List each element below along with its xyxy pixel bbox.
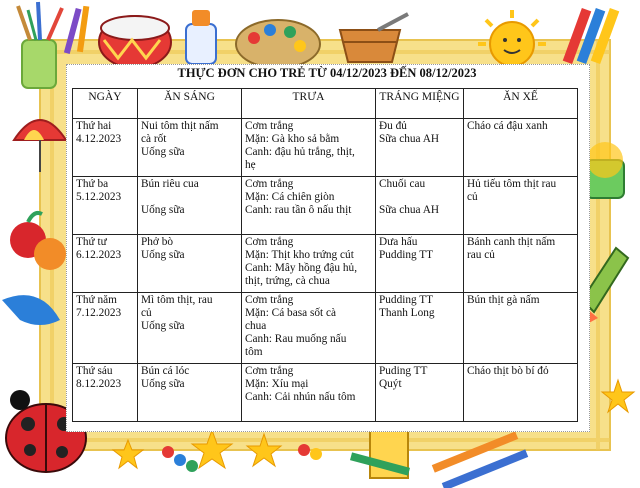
snack-line: Hủ tiếu tôm thịt rau	[467, 178, 557, 190]
lunch-line: Mặn: Xíu mại	[245, 378, 309, 390]
lunch-line: Mặn: Gà kho sả bằm	[245, 133, 340, 145]
dessert-cell	[376, 235, 464, 293]
snack-line: Cháo cá đậu xanh	[467, 120, 548, 132]
brush-cup-icon	[18, 2, 62, 88]
glue-bottle-icon	[186, 10, 216, 64]
breakfast-line: Phở bò	[141, 236, 174, 248]
lunch-cell	[242, 119, 376, 177]
breakfast-line: Uống sữa	[141, 204, 185, 216]
lunch-line: tôm	[245, 346, 263, 358]
lunch-line: Cơm trắng	[245, 294, 294, 306]
dessert-cell	[376, 177, 464, 235]
menu-table	[72, 88, 578, 422]
header-lunch: TRƯA	[242, 89, 376, 119]
cup-icon	[586, 142, 624, 198]
dessert-line: Pudding TT	[379, 249, 434, 261]
dessert-cell	[376, 293, 464, 364]
breakfast-cell	[138, 119, 242, 177]
lunch-line: Canh: Rau muống nấu	[245, 333, 347, 345]
lunch-line: Canh: Mây hồng đậu hủ,	[245, 262, 358, 274]
day-name: Thứ ba	[76, 178, 109, 190]
breakfast-line: củ	[141, 307, 152, 319]
breakfast-cell	[138, 235, 242, 293]
lunch-line: Canh: đậu hủ trắng, thịt,	[245, 146, 355, 158]
table-row	[73, 235, 578, 293]
breakfast-line: Bún riêu cua	[141, 178, 199, 190]
snack-cell	[464, 119, 578, 177]
lunch-cell	[242, 235, 376, 293]
breakfast-cell	[138, 177, 242, 235]
dessert-line: Quýt	[379, 378, 402, 390]
breakfast-line: Mì tôm thịt, rau	[141, 294, 213, 306]
header-breakfast: ĂN SÁNG	[138, 89, 242, 119]
breakfast-line: Nui tôm thịt nấm	[141, 120, 219, 132]
snack-line: rau củ	[467, 249, 495, 261]
dessert-line: Chuối cau	[379, 178, 426, 190]
dessert-line: Dưa hấu	[379, 236, 418, 248]
day-cell	[73, 119, 138, 177]
day-cell	[73, 235, 138, 293]
snack-cell	[464, 177, 578, 235]
day-name: Thứ sáu	[76, 365, 113, 377]
day-cell	[73, 364, 138, 422]
dessert-line: Sữa chua AH	[379, 133, 440, 145]
breakfast-line: Uống sữa	[141, 378, 185, 390]
lunch-cell	[242, 293, 376, 364]
lunch-line: Cơm trắng	[245, 178, 294, 190]
day-cell	[73, 177, 138, 235]
table-row	[73, 119, 578, 177]
lunch-line: Mặn: Cá chiên giòn	[245, 191, 335, 203]
dessert-cell	[376, 119, 464, 177]
day-date: 4.12.2023	[76, 133, 122, 145]
table-row	[73, 364, 578, 422]
breakfast-line: Bún cá lóc	[141, 365, 190, 377]
day-date: 6.12.2023	[76, 249, 122, 261]
paint-palette-icon	[236, 20, 320, 68]
day-cell	[73, 293, 138, 364]
breakfast-line: Uống sữa	[141, 146, 185, 158]
day-name: Thứ năm	[76, 294, 117, 306]
breakfast-line: Uống sữa	[141, 249, 185, 261]
breakfast-cell	[138, 293, 242, 364]
snack-cell	[464, 235, 578, 293]
header-snack: ĂN XẾ	[464, 89, 578, 119]
dessert-line: Pudding TT	[379, 294, 434, 306]
lunch-line: hẹ	[245, 159, 256, 171]
lunch-line: Mặn: Cá basa sốt cà	[245, 307, 336, 319]
snack-line: Bánh canh thịt nấm	[467, 236, 556, 248]
lunch-line: Canh: rau tần ô nấu thịt	[245, 204, 352, 216]
breakfast-line: cà rốt	[141, 133, 167, 145]
table-header-row	[73, 89, 578, 119]
lunch-line: Mặn: Thịt kho trứng cút	[245, 249, 354, 261]
lunch-line: chua	[245, 320, 267, 332]
header-dessert: TRÁNG MIỆNG	[376, 89, 464, 119]
day-name: Thứ tư	[76, 236, 107, 248]
day-date: 5.12.2023	[76, 191, 122, 203]
snack-line: củ	[467, 191, 478, 203]
header-date: NGÀY	[73, 89, 138, 119]
day-date: 8.12.2023	[76, 378, 122, 390]
dessert-line: Puding TT	[379, 365, 428, 377]
lunch-line: Cơm trắng	[245, 120, 294, 132]
breakfast-line	[141, 191, 238, 204]
dessert-line	[379, 191, 460, 204]
dessert-line: Đu đủ	[379, 120, 407, 132]
page-title: THỰC ĐƠN CHO TRẺ TỪ 04/12/2023 ĐẾN 08/12/2023	[177, 66, 477, 80]
dessert-line: Thanh Long	[379, 307, 435, 319]
snack-cell	[464, 364, 578, 422]
lunch-line: Cơm trắng	[245, 236, 294, 248]
lunch-line: thịt, trứng, cà chua	[245, 275, 330, 287]
table-row	[73, 177, 578, 235]
breakfast-cell	[138, 364, 242, 422]
snack-cell	[464, 293, 578, 364]
lunch-line: Canh: Cải nhún nấu tôm	[245, 391, 356, 403]
lunch-line: Cơm trắng	[245, 365, 294, 377]
lunch-cell	[242, 177, 376, 235]
dessert-line: Sữa chua AH	[379, 204, 440, 216]
snack-line: Bún thịt gà nấm	[467, 294, 540, 306]
day-name: Thứ hai	[76, 120, 112, 132]
table-row	[73, 293, 578, 364]
snack-line: Cháo thịt bò bí đỏ	[467, 365, 549, 377]
day-date: 7.12.2023	[76, 307, 122, 319]
drum-icon	[99, 16, 171, 68]
lunch-cell	[242, 364, 376, 422]
breakfast-line: Uống sữa	[141, 320, 185, 332]
dessert-cell	[376, 364, 464, 422]
